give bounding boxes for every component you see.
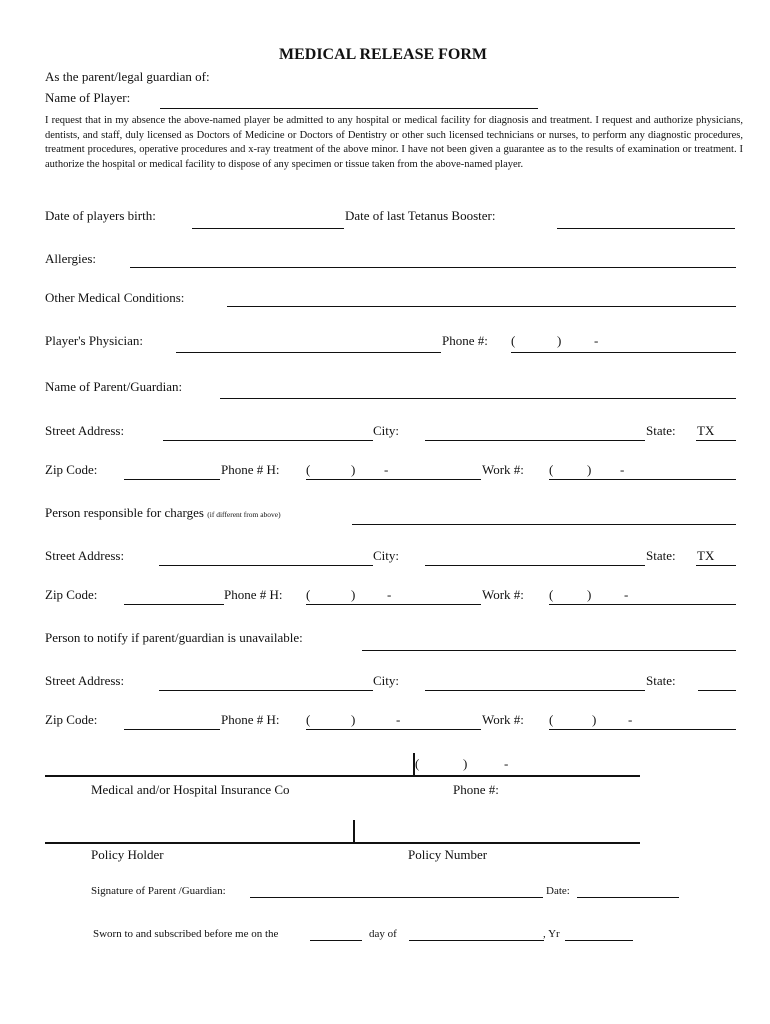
paren-close: ) bbox=[351, 712, 356, 727]
other-conditions-input[interactable] bbox=[227, 289, 740, 306]
street-label-1: Street Address: bbox=[45, 423, 125, 438]
parent-name-label: Name of Parent/Guardian: bbox=[45, 379, 183, 394]
notify-label: Person to notify if parent/guardian is unavailable: bbox=[45, 630, 303, 645]
work-label-2: Work #: bbox=[482, 587, 524, 602]
phone-h-line-3 bbox=[306, 729, 481, 730]
policy-number-label: Policy Number bbox=[408, 847, 488, 862]
date-line bbox=[577, 897, 679, 898]
paren-open: ( bbox=[306, 462, 311, 477]
dob-label: Date of players birth: bbox=[45, 208, 156, 223]
paren-open: ( bbox=[511, 333, 516, 348]
work-line-3 bbox=[549, 729, 736, 730]
work-line-1 bbox=[549, 479, 736, 480]
allergies-line bbox=[130, 267, 736, 268]
allergies-label: Allergies: bbox=[45, 251, 97, 266]
physician-phone-line bbox=[511, 352, 736, 353]
paren-close: ) bbox=[557, 333, 562, 348]
paren-close: ) bbox=[587, 462, 592, 477]
phone-h-line-1 bbox=[306, 479, 481, 480]
work-line-2 bbox=[549, 604, 736, 605]
physician-phone-input[interactable] bbox=[600, 335, 740, 352]
paren-open: ( bbox=[549, 462, 554, 477]
paren-close: ) bbox=[587, 587, 592, 602]
zip-input-1[interactable] bbox=[124, 462, 224, 479]
physician-phone-label: Phone #: bbox=[442, 333, 488, 348]
signature-label: Signature of Parent /Guardian: bbox=[91, 885, 226, 897]
city-line-1 bbox=[425, 440, 645, 441]
phone-h-label-3: Phone # H: bbox=[221, 712, 280, 727]
street-input-3[interactable] bbox=[159, 673, 377, 690]
phone-dash: - bbox=[384, 462, 389, 477]
signature-input[interactable] bbox=[250, 880, 547, 897]
state-line-2 bbox=[696, 565, 736, 566]
city-label-3: City: bbox=[373, 673, 400, 688]
paren-open: ( bbox=[306, 712, 311, 727]
phone-dash: - bbox=[628, 712, 633, 727]
state-input-3[interactable] bbox=[698, 673, 740, 690]
paren-open: ( bbox=[306, 587, 311, 602]
state-line-1 bbox=[696, 440, 736, 441]
signature-line bbox=[250, 897, 543, 898]
phone-dash: - bbox=[620, 462, 625, 477]
insurance-co-input[interactable] bbox=[45, 757, 414, 774]
paren-close: ) bbox=[351, 587, 356, 602]
tetanus-line bbox=[557, 228, 735, 229]
state-label-1: State: bbox=[646, 423, 676, 438]
phone-h-label-2: Phone # H: bbox=[224, 587, 283, 602]
street-line-2 bbox=[159, 565, 373, 566]
zip-label-2: Zip Code: bbox=[45, 587, 98, 602]
phone-dash: - bbox=[396, 712, 401, 727]
date-input[interactable] bbox=[577, 880, 683, 897]
zip-input-2[interactable] bbox=[124, 587, 228, 604]
tetanus-input[interactable] bbox=[557, 211, 739, 228]
sworn-day-line bbox=[310, 940, 362, 941]
name-of-player-label: Name of Player: bbox=[45, 90, 131, 105]
sworn-month-line bbox=[409, 940, 544, 941]
responsible-input[interactable] bbox=[352, 507, 740, 524]
phone-h-label-1: Phone # H: bbox=[221, 462, 280, 477]
name-of-player-input[interactable] bbox=[160, 91, 542, 108]
insurance-label: Medical and/or Hospital Insurance Co bbox=[91, 782, 290, 797]
zip-line-3 bbox=[124, 729, 220, 730]
zip-input-3[interactable] bbox=[124, 712, 224, 729]
dob-input[interactable] bbox=[192, 211, 348, 228]
physician-line bbox=[176, 352, 441, 353]
insurance-phone-label: Phone #: bbox=[453, 782, 499, 797]
policy-line bbox=[45, 842, 640, 844]
sworn-year-input[interactable] bbox=[565, 923, 637, 940]
name-of-player-line bbox=[160, 108, 538, 109]
consent-paragraph: I request that in my absence the above-named player be admitted to any hospital or medical facility for diagnosis and treatment. I request and authorize physicians, dentists, and staff, duly licensed as Doctors of Medicine or Doctors of Dentistry or other such licensed technicians or nurses, to perform any diagnostic procedures, treatment procedures, operative procedures and x-ray treatment of the above minor. I have not been given a guarantee as to the results of examination or treatment. I authorize the hospital or medical facility to dispose of any specimen or tissue taken from the above-named player. bbox=[45, 115, 743, 170]
city-line-3 bbox=[425, 690, 645, 691]
page-title: MEDICAL RELEASE FORM bbox=[279, 46, 488, 63]
state-line-3 bbox=[698, 690, 736, 691]
street-label-2: Street Address: bbox=[45, 548, 125, 563]
city-input-1[interactable] bbox=[425, 423, 649, 440]
physician-input[interactable] bbox=[176, 335, 445, 352]
work-label-3: Work #: bbox=[482, 712, 524, 727]
city-label-2: City: bbox=[373, 548, 400, 563]
intro-line: As the parent/legal guardian of: bbox=[45, 69, 210, 84]
phone-dash: - bbox=[594, 333, 599, 348]
phone-h-line-2 bbox=[306, 604, 481, 605]
state-label-3: State: bbox=[646, 673, 676, 688]
sworn-month-input[interactable] bbox=[409, 923, 548, 940]
notify-line bbox=[362, 650, 736, 651]
state-label-2: State: bbox=[646, 548, 676, 563]
other-conditions-line bbox=[227, 306, 736, 307]
street-label-3: Street Address: bbox=[45, 673, 125, 688]
zip-line-1 bbox=[124, 479, 220, 480]
responsible-label bbox=[45, 505, 281, 521]
parent-name-line bbox=[220, 398, 736, 399]
responsible-line bbox=[352, 524, 736, 525]
work-label-1: Work #: bbox=[482, 462, 524, 477]
paren-close: ) bbox=[592, 712, 597, 727]
paren-close: ) bbox=[463, 756, 468, 771]
paren-open: ( bbox=[415, 756, 420, 771]
policy-holder-input[interactable] bbox=[45, 824, 354, 841]
responsible-note: (if different from above) bbox=[207, 510, 281, 519]
phone-dash: - bbox=[624, 587, 629, 602]
responsible-label-text: Person responsible for charges bbox=[45, 505, 204, 520]
street-input-2[interactable] bbox=[159, 548, 377, 565]
tetanus-label: Date of last Tetanus Booster: bbox=[345, 208, 496, 223]
sworn-prefix: Sworn to and subscribed before me on the bbox=[93, 928, 279, 940]
allergies-input[interactable] bbox=[130, 250, 740, 267]
phone-dash: - bbox=[504, 756, 509, 771]
street-input-1[interactable] bbox=[163, 423, 377, 440]
parent-name-input[interactable] bbox=[220, 381, 740, 398]
city-line-2 bbox=[425, 565, 645, 566]
date-label: Date: bbox=[546, 885, 570, 897]
sworn-year-line bbox=[565, 940, 633, 941]
city-label-1: City: bbox=[373, 423, 400, 438]
phone-dash: - bbox=[387, 587, 392, 602]
zip-label-1: Zip Code: bbox=[45, 462, 98, 477]
city-input-2[interactable] bbox=[425, 548, 649, 565]
notify-input[interactable] bbox=[362, 633, 740, 650]
paren-open: ( bbox=[549, 712, 554, 727]
dob-line bbox=[192, 228, 344, 229]
state-value-1[interactable]: TX bbox=[697, 423, 715, 438]
physician-label: Player's Physician: bbox=[45, 333, 144, 348]
yr-label: , Yr bbox=[543, 928, 560, 940]
policy-number-input[interactable] bbox=[358, 824, 642, 841]
policy-holder-label: Policy Holder bbox=[91, 847, 164, 862]
street-line-1 bbox=[163, 440, 373, 441]
other-conditions-label: Other Medical Conditions: bbox=[45, 290, 185, 305]
paren-open: ( bbox=[549, 587, 554, 602]
day-of-label: day of bbox=[369, 928, 397, 940]
paren-close: ) bbox=[351, 462, 356, 477]
state-value-2[interactable]: TX bbox=[697, 548, 715, 563]
insurance-line bbox=[45, 775, 640, 777]
sworn-day-input[interactable] bbox=[310, 923, 366, 940]
zip-label-3: Zip Code: bbox=[45, 712, 98, 727]
street-line-3 bbox=[159, 690, 373, 691]
city-input-3[interactable] bbox=[425, 673, 649, 690]
zip-line-2 bbox=[124, 604, 224, 605]
